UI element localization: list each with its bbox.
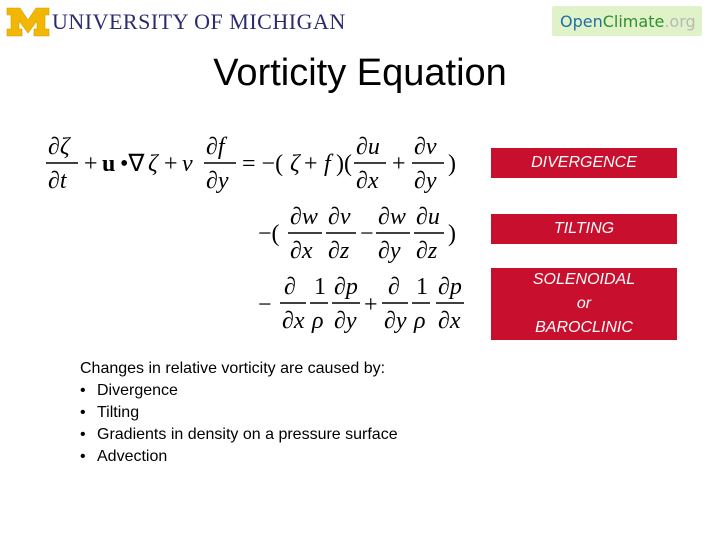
- svg-text:−(: −(: [258, 221, 280, 247]
- svg-text:∂u: ∂u: [416, 204, 440, 230]
- svg-text:f: f: [324, 151, 331, 177]
- svg-text:∂u: ∂u: [356, 134, 380, 160]
- svg-text:∂ζ: ∂ζ: [48, 134, 70, 160]
- causes-list: [80, 380, 398, 468]
- openclimate-org: .org: [664, 11, 696, 31]
- svg-text:−: −: [360, 221, 374, 247]
- svg-text:1: 1: [416, 274, 428, 300]
- cause-tilting: Tilting: [97, 404, 140, 421]
- svg-text:∂w: ∂w: [378, 204, 406, 230]
- cause-divergence: Divergence: [97, 382, 178, 399]
- svg-text:∂x: ∂x: [290, 238, 313, 264]
- solenoidal-label-line-2: or: [576, 295, 592, 312]
- svg-text:∂x: ∂x: [438, 308, 461, 334]
- block-m-icon: [6, 6, 50, 38]
- list-item: [80, 446, 398, 468]
- bullet-icon: •: [80, 448, 86, 465]
- svg-text:): ): [448, 151, 456, 177]
- svg-text:∂y: ∂y: [334, 308, 357, 334]
- university-wordmark: UNIVERSITY OF MICHIGAN: [52, 9, 346, 34]
- svg-text:v: v: [182, 151, 193, 177]
- tilting-term-label: [491, 214, 677, 244]
- equation-line-2: [258, 204, 456, 264]
- svg-text:+: +: [392, 151, 406, 177]
- openclimate-logo: [552, 6, 702, 36]
- svg-text:∂y: ∂y: [384, 308, 407, 334]
- bullet-icon: •: [80, 426, 86, 443]
- vorticity-equation: [40, 130, 480, 345]
- solenoidal-label-line-3: BAROCLINIC: [535, 319, 633, 336]
- svg-text:1: 1: [314, 274, 326, 300]
- svg-text:∂t: ∂t: [48, 168, 67, 194]
- svg-text:∂p: ∂p: [438, 274, 462, 300]
- list-item: [80, 402, 398, 424]
- svg-text:∂z: ∂z: [416, 238, 438, 264]
- svg-text:): ): [448, 221, 456, 247]
- svg-text:ρ: ρ: [414, 308, 426, 334]
- svg-text:∂x: ∂x: [282, 308, 305, 334]
- svg-text:= −(: = −(: [242, 151, 284, 177]
- bullet-icon: •: [80, 382, 86, 399]
- equation-line-1: [46, 134, 456, 194]
- svg-text:ζ: ζ: [148, 151, 158, 177]
- svg-text:∂v: ∂v: [328, 204, 351, 230]
- svg-text:∂y: ∂y: [414, 168, 437, 194]
- svg-text:−: −: [258, 292, 272, 318]
- list-item: [80, 380, 398, 402]
- svg-text:+: +: [304, 151, 318, 177]
- svg-text:∂w: ∂w: [290, 204, 318, 230]
- university-of-michigan-logo: [6, 4, 346, 40]
- svg-text:+: +: [364, 292, 378, 318]
- svg-text:∂p: ∂p: [334, 274, 358, 300]
- divergence-term-label: [491, 148, 677, 178]
- svg-text:ζ: ζ: [290, 151, 300, 177]
- svg-text:∂v: ∂v: [414, 134, 437, 160]
- divergence-label: DIVERGENCE: [531, 154, 637, 171]
- svg-text:•∇: •∇: [120, 151, 145, 177]
- equation-line-3: [258, 274, 464, 334]
- causes-intro: Changes in relative vorticity are caused by:: [80, 360, 386, 377]
- svg-text:∂f: ∂f: [206, 134, 225, 160]
- svg-text:∂z: ∂z: [328, 238, 350, 264]
- solenoidal-term-label: [491, 268, 677, 340]
- openclimate-open: Open: [560, 11, 603, 31]
- svg-text:+: +: [84, 151, 98, 177]
- svg-text:u: u: [102, 151, 116, 177]
- svg-text:∂: ∂: [388, 274, 400, 300]
- causes-text: [80, 358, 398, 468]
- bullet-icon: •: [80, 404, 86, 421]
- openclimate-climate: Climate: [602, 11, 665, 31]
- svg-text:)(: )(: [336, 151, 352, 177]
- svg-text:∂x: ∂x: [356, 168, 379, 194]
- svg-text:∂: ∂: [284, 274, 296, 300]
- svg-text:+: +: [164, 151, 178, 177]
- cause-advection: Advection: [97, 448, 168, 465]
- svg-text:∂y: ∂y: [206, 168, 229, 194]
- slide-title: Vorticity Equation: [213, 52, 507, 94]
- list-item: [80, 424, 398, 446]
- svg-text:∂y: ∂y: [378, 238, 401, 264]
- tilting-label: TILTING: [553, 220, 615, 237]
- solenoidal-label-line-1: SOLENOIDAL: [532, 271, 636, 288]
- cause-density-gradients: Gradients in density on a pressure surface: [97, 426, 398, 443]
- svg-text:ρ: ρ: [312, 308, 324, 334]
